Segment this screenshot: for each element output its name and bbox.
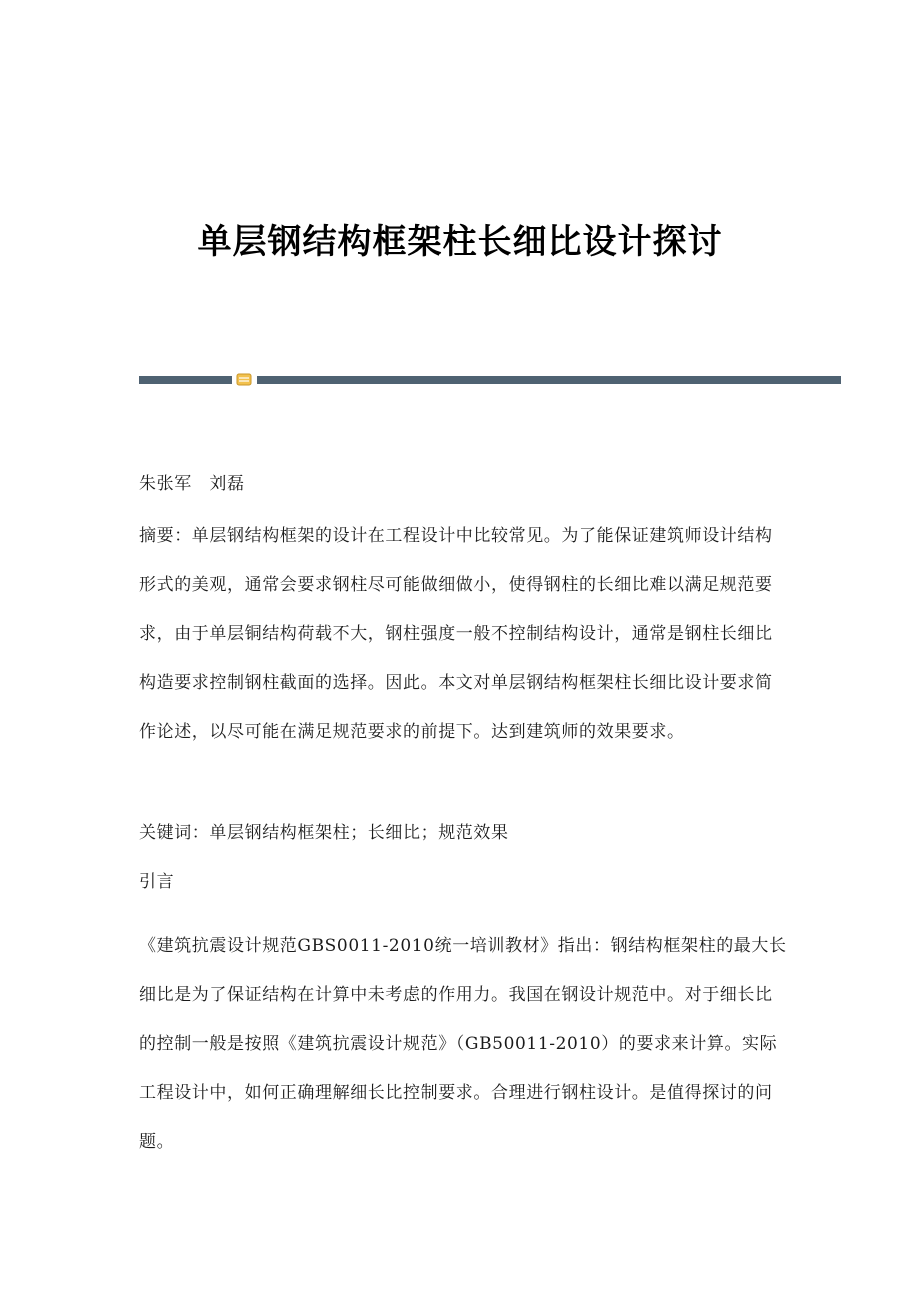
paper-title: 单层钢结构框架柱长细比设计探讨	[197, 222, 723, 262]
divider-badge-icon	[236, 373, 252, 386]
title-divider	[139, 372, 841, 386]
divider-bar-left	[139, 376, 232, 384]
introduction-paragraph: 《建筑抗震设计规范GBS0011-2010统一培训教材》指出：钢结构框架柱的最大长细比是为了保证结构在计算中未考虑的作用力。我国在钢设计规范中。对于细长比的控制一般是按照《建筑抗震设计规范》（GB50011-2010）的要求来计算。实际工程设计中，如何正确理解细长比控制要求。合理进行钢柱设计。是值得探讨的问题。	[139, 936, 787, 1152]
section-heading-introduction: 引言	[139, 872, 175, 892]
abstract-paragraph: 摘要：单层钢结构框架的设计在工程设计中比较常见。为了能保证建筑师设计结构形式的美观，通常会要求钢柱尽可能做细做小，使得钢柱的长细比难以满足规范要求，由于单层铜结构荷载不大，钢柱强度一般不控制结构设计，通常是钢柱长细比构造要求控制钢柱截面的选择。因此。本文对单层钢结构框架柱长细比设计要求简作论述，以尽可能在满足规范要求的前提下。达到建筑师的效果要求。	[139, 526, 773, 742]
authors: 朱张军 刘磊	[139, 474, 245, 494]
divider-bar-right	[257, 376, 841, 384]
keywords: 关键词：单层钢结构框架柱；长细比；规范效果	[139, 823, 509, 843]
